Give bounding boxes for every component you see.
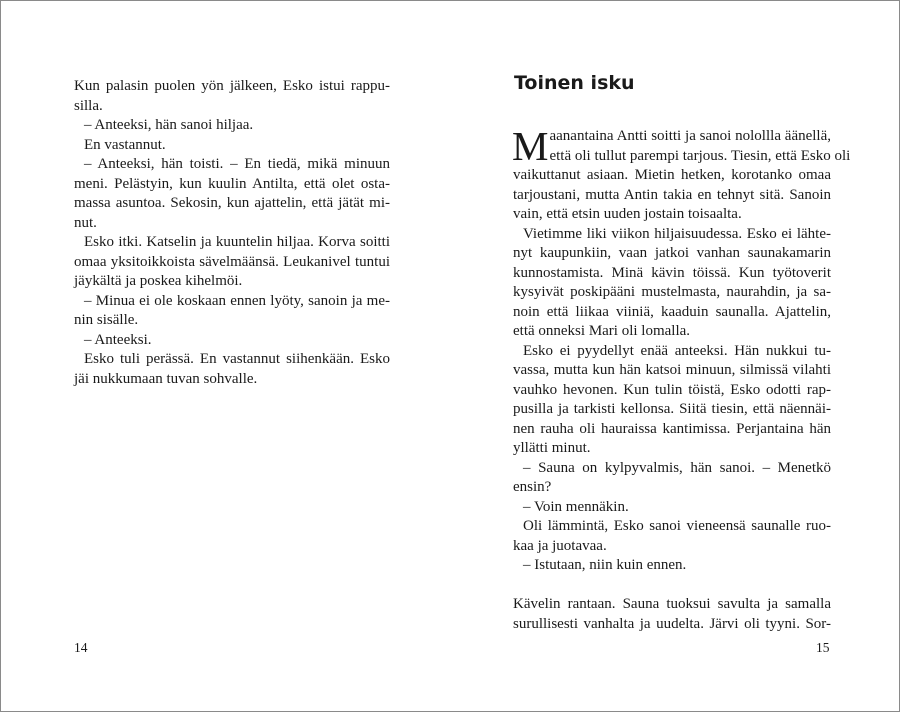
- text-line: jäi nukkumaan tuvan sohvalle.: [74, 370, 258, 387]
- text-line: Kävelin rantaan. Sauna tuoksui savulta ja samalla: [513, 596, 831, 612]
- text-line: – Minua ei ole koskaan ennen lyöty, sanoin ja me-: [84, 292, 390, 309]
- drop-cap: M: [512, 123, 549, 169]
- text-line: vassa, mutta kun hän katsoi minuun, silmissä vilahti: [513, 362, 831, 378]
- text-line: Esko tuli perässä. En vastannut siihenkään. Esko: [84, 351, 390, 367]
- text-line: nyt kaupunkiin, vaan jatkoi vanhan saunakamarin: [513, 245, 831, 261]
- text-line: omaa yksitoikkoista sävelmäänsä. Leukanivel tuntui: [74, 253, 390, 270]
- text-line: että onneksi Mari oli lomalla.: [513, 323, 691, 339]
- text-line: vauhko hevonen. Kun tulin töistä, Esko odotti rap-: [513, 381, 831, 398]
- page-number: 15: [816, 640, 830, 655]
- text-line: – Voin mennäkin.: [523, 498, 629, 515]
- text-line: Vietimme liki viikon hiljaisuudessa. Esko ei lähte-: [523, 225, 831, 242]
- text-line: surullisesti vanhalta ja uudelta. Järvi oli tyyni. Sor-: [513, 615, 831, 632]
- text-line: – Anteeksi.: [84, 331, 152, 348]
- chapter-heading: Toinen isku: [514, 72, 635, 94]
- text-line: nen rauha oli hauraissa kantimissa. Perjantaina hän: [513, 420, 831, 437]
- text-line: – Anteeksi, hän toisti. – En tiedä, mikä minuun: [84, 156, 390, 172]
- text-line: Kun palasin puolen yön jälkeen, Esko istui rappu-: [74, 78, 390, 94]
- text-line: – Anteeksi, hän sanoi hiljaa.: [84, 117, 254, 133]
- text-line: – Sauna on kylpyvalmis, hän sanoi. – Menetkö: [523, 459, 831, 476]
- text-line: että oli tullut parempi tarjous. Tiesin, että Esko oli: [549, 147, 851, 164]
- text-line: Esko ei pyydellyt enää anteeksi. Hän nukkui tu-: [523, 342, 831, 359]
- text-line: nin sisälle.: [74, 312, 139, 328]
- text-line: jäykältä ja poskea kihelmöi.: [74, 273, 243, 289]
- text-line: aanantaina Antti soitti ja sanoi nolollla äänellä,: [549, 128, 831, 144]
- text-line: vaikuttanut asiaan. Mietin hetken, korotanko omaa: [513, 167, 831, 183]
- text-line: nut.: [74, 214, 97, 231]
- left-page-text: [74, 77, 390, 389]
- text-line: – Istutaan, niin kuin ennen.: [523, 557, 687, 573]
- text-line: noin että liikaa viiniä, kaaduin saunalla. Ajattelin,: [513, 303, 831, 320]
- text-line: Esko itki. Katselin ja kuuntelin hiljaa. Korva soitti: [84, 234, 390, 250]
- section-break: [513, 576, 831, 596]
- text-line: tarjoustani, mutta Antin takia en tehnyt sitä. Sanoin: [513, 186, 831, 203]
- right-page-text: [512, 123, 851, 634]
- text-line: Oli lämmintä, Esko sanoi vieneensä saunalle ruo-: [523, 518, 831, 534]
- text-line: ensin?: [513, 479, 552, 495]
- text-line: pusilla ja tarkisti kellonsa. Siitä tiesin, että näennäi-: [513, 401, 831, 417]
- text-line: kunnostamista. Minä kävin töissä. Kun työtoverit: [513, 264, 831, 281]
- text-line: vain, että etsin uuden jostain toisaalta.: [513, 206, 742, 222]
- text-line: yllätti minut.: [513, 440, 591, 456]
- text-line: kaa ja juotavaa.: [513, 537, 607, 554]
- text-line: kysyivät poskipääni mustelmasta, naurahdin, ja sa-: [513, 284, 831, 300]
- text-line: silla.: [74, 97, 103, 114]
- text-line: En vastannut.: [84, 136, 166, 153]
- text-line: meni. Pelästyin, kun kuulin Antilta, että olet osta-: [74, 175, 390, 192]
- text-line: massa asuntoa. Sekosin, kun ajattelin, että jätät mi-: [74, 195, 390, 211]
- left-page: [1, 1, 450, 711]
- page-number: 14: [74, 640, 88, 655]
